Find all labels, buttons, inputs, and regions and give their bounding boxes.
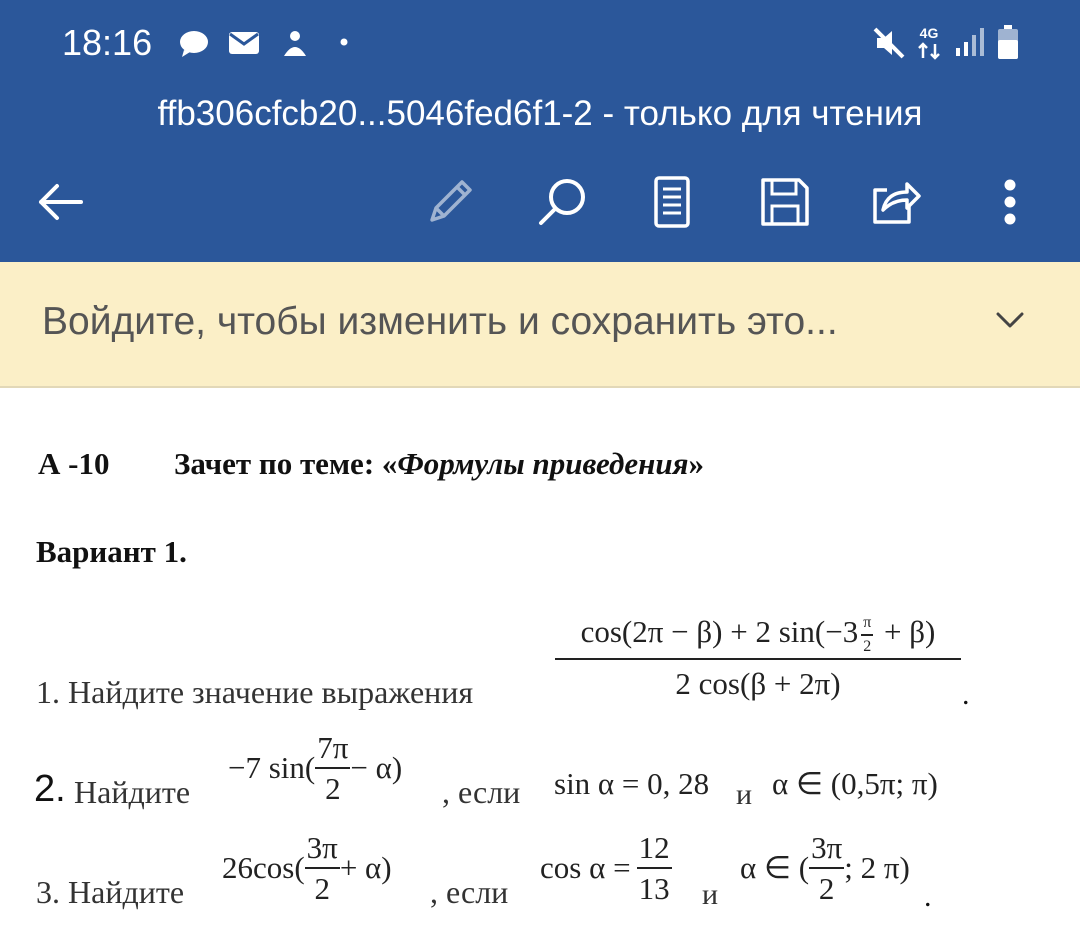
task2-if: , если	[442, 774, 521, 810]
task3-condition: cos α = $\frac{12}{13}$	[540, 830, 670, 906]
signal-icon	[954, 26, 988, 58]
pencil-icon	[424, 176, 476, 228]
task3-end: .	[924, 880, 932, 913]
search-button[interactable]	[532, 172, 592, 232]
more-notifications-dot-icon	[340, 38, 348, 46]
task3-label: 3. Найдите	[36, 874, 185, 910]
save-icon	[759, 176, 811, 228]
status-bar	[0, 0, 1080, 84]
task3-and: и	[702, 878, 719, 911]
back-arrow-icon	[35, 182, 85, 222]
document-code: А -10	[38, 446, 110, 481]
task2-number: 2.	[34, 768, 66, 810]
share-button[interactable]	[866, 172, 926, 232]
heading-suffix: »	[688, 446, 705, 481]
task1-expression	[555, 614, 961, 702]
heading-topic: Формулы приведения	[397, 446, 689, 481]
task2-label: Найдите	[74, 774, 191, 810]
task3-expression: 26cos( $\frac{3\pi}{2}$ + α)	[222, 830, 392, 906]
network-4g-icon	[914, 24, 944, 60]
chat-notification-icon	[178, 30, 210, 58]
back-button[interactable]	[30, 172, 90, 232]
chevron-down-icon[interactable]	[990, 305, 1030, 335]
task2-range: α ∈ (0,5π; π)	[772, 766, 938, 801]
status-time: 18:16	[62, 22, 153, 63]
task2-inner-fraction: $\frac{7\pi}{2}$	[317, 730, 349, 806]
task1-label: 1. Найдите значение выражения	[36, 674, 474, 710]
share-icon	[869, 176, 923, 228]
task2-and: и	[736, 778, 753, 811]
more-vert-icon	[1002, 177, 1018, 227]
task3-inner-fraction: $\frac{3\pi}{2}$	[306, 830, 338, 906]
mail-notification-icon	[228, 31, 260, 55]
reading-view-icon	[652, 175, 692, 229]
document-title: ffb306cfcb20...5046fed6f1-2 - только для чтения	[157, 94, 923, 133]
mute-icon	[872, 26, 906, 60]
document-heading	[174, 446, 704, 482]
task3-if: , если	[430, 874, 509, 910]
task1-numerator: cos(2π − β) + 2 sin(−3 $\frac{\pi}{2}$ + β)	[580, 613, 936, 655]
heading-prefix: Зачет по теме: «	[174, 446, 398, 481]
task3-range: α ∈ ( $\frac{3\pi}{2}$ ; 2 π)	[740, 830, 910, 906]
variant-title: Вариант 1.	[36, 534, 187, 569]
reading-view-button[interactable]	[642, 172, 702, 232]
network-type: 4G	[919, 25, 939, 41]
task2-condition: sin α = 0, 28	[554, 766, 710, 801]
app-notification-icon	[280, 28, 310, 58]
more-options-button[interactable]	[980, 172, 1040, 232]
battery-icon	[996, 24, 1020, 60]
task1-fraction-bar	[555, 658, 961, 660]
task1-denominator: 2 cos(β + 2π)	[675, 665, 841, 701]
save-button[interactable]	[755, 172, 815, 232]
search-icon	[535, 175, 589, 229]
sign-in-banner-text: Войдите, чтобы изменить и сохранить это...	[42, 300, 838, 343]
task2-expression: −7 sin( $\frac{7\pi}{2}$ − α)	[228, 730, 403, 806]
edit-button[interactable]	[420, 172, 480, 232]
task1-end: .	[962, 678, 970, 711]
app-bar	[0, 0, 1080, 262]
